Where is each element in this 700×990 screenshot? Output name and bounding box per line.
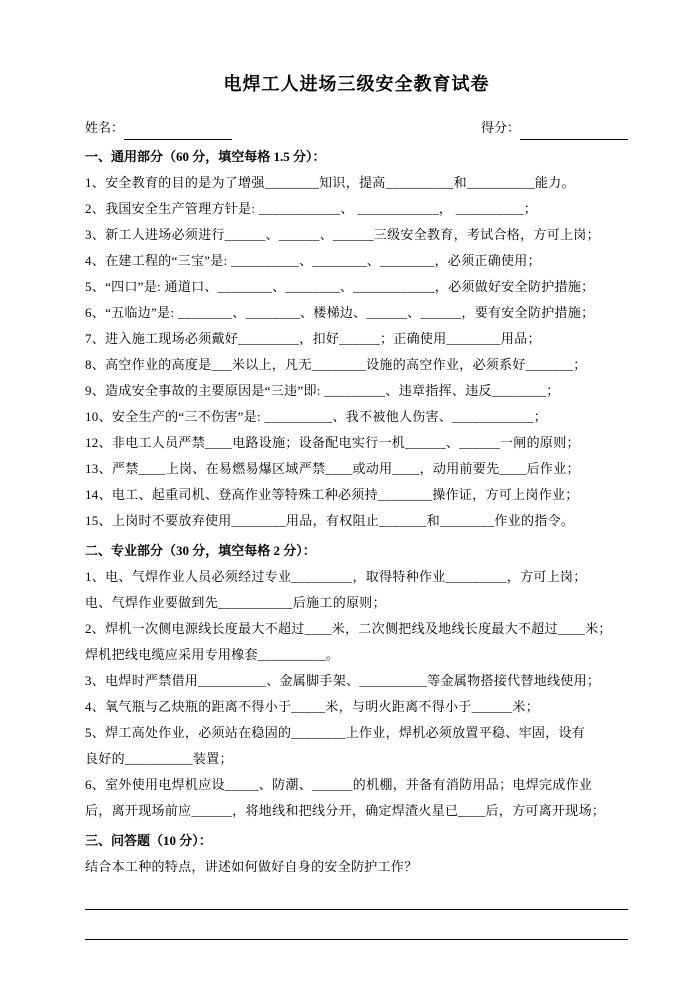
- score-field: [481, 116, 628, 140]
- question-line: 2、我国安全生产管理方针是: ____________、 ____________， __________；: [85, 201, 538, 216]
- question-line: 良好的__________装置；: [85, 751, 233, 766]
- section-2-heading: 二、专业部分（30 分，填空每格 2 分）：: [85, 543, 316, 558]
- question-line: 1、安全教育的目的是为了增强________知识，提高__________和__________能力。: [85, 175, 575, 190]
- question-line: 1、电、气焊作业人员必须经过专业_________，取得特种作业_________，方可上岗；: [85, 569, 587, 584]
- question-line: 9、造成安全事故的主要原因是“三违”即: _________、违章指挥、违反________；: [85, 383, 560, 398]
- question-line: 电、气焊作业要做到先___________后施工的原则；: [85, 595, 386, 610]
- section-3-heading: 三、问答题（10 分）：: [85, 833, 212, 848]
- question-line: 8、高空作业的高度是___米以上，凡无________设施的高空作业，必须系好_______；: [85, 357, 587, 372]
- name-blank: [124, 124, 232, 140]
- question-line: 14、电工、起重司机、登高作业等特殊工种必须持________操作证，方可上岗作业；: [85, 487, 579, 502]
- score-blank: [520, 124, 628, 140]
- name-label: 姓名：: [85, 120, 125, 135]
- question-line: 4、在建工程的“三宝”是: __________、________、________，必须正确使用；: [85, 253, 541, 268]
- question-line: 12、非电工人员严禁____电路设施；设备配电实行一机______、______一闸的原则；: [85, 435, 580, 450]
- question-line: 3、电焊时严禁借用__________、金属脚手架、__________等金属物搭接代替地线使用；: [85, 673, 601, 688]
- question-line: 7、进入施工现场必须戴好_________，扣好______；正确使用________用品；: [85, 331, 541, 346]
- page-title: 电焊工人进场三级安全教育试卷: [223, 74, 490, 94]
- question-line: 15、上岗时不要放弃使用________用品，有权阻止_______和________作业的指令。: [85, 513, 575, 528]
- question-line: 焊机把线电缆应采用专用橡套__________。: [85, 647, 340, 662]
- question-line: 结合本工种的特点，讲述如何做好自身的安全防护工作？: [85, 859, 418, 874]
- question-line: 10、安全生产的“三不伤害”是: __________、我不被他人伤害、____________；: [85, 409, 548, 424]
- question-line: 后，离开现场前应______，将地线和把线分开，确定焊渣火星已____后，方可离开现场；: [85, 803, 606, 818]
- answer-line: [85, 909, 628, 910]
- answer-line: [85, 939, 628, 940]
- question-line: 5、“四口”是: 通道口、________、________、____________，必须做好安全防护措施；: [85, 279, 595, 294]
- question-line: 2、焊机一次侧电源线长度最大不超过____米，二次侧把线及地线长度最大不超过____米；: [85, 621, 612, 636]
- question-line: 5、焊工高处作业，必须站在稳固的________上作业，焊机必须放置平稳、牢固，设有: [85, 725, 586, 740]
- question-line: 3、新工人进场必须进行______、______、______三级安全教育，考试合格，方可上岗；: [85, 227, 600, 242]
- name-field: [85, 116, 232, 140]
- question-line: 6、室外使用电焊机应设_____、防潮、______的机棚，并备有消防用品；电焊完成作业: [85, 777, 593, 792]
- question-line: 13、严禁____上岗、在易燃易爆区域严禁____或动用____，动用前要先____后作业；: [85, 461, 580, 476]
- name-score-row: [85, 116, 628, 140]
- score-label: 得分：: [480, 120, 520, 135]
- question-line: 4、氧气瓶与乙炔瓶的距离不得小于_____米，与明火距离不得小于______米；: [85, 699, 539, 714]
- section-1-heading: 一、通用部分（60 分，填空每格 1.5 分）：: [85, 149, 326, 164]
- question-line: 6、“五临边”是: ________、________、楼梯边、______、______，要有安全防护措施；: [85, 305, 595, 320]
